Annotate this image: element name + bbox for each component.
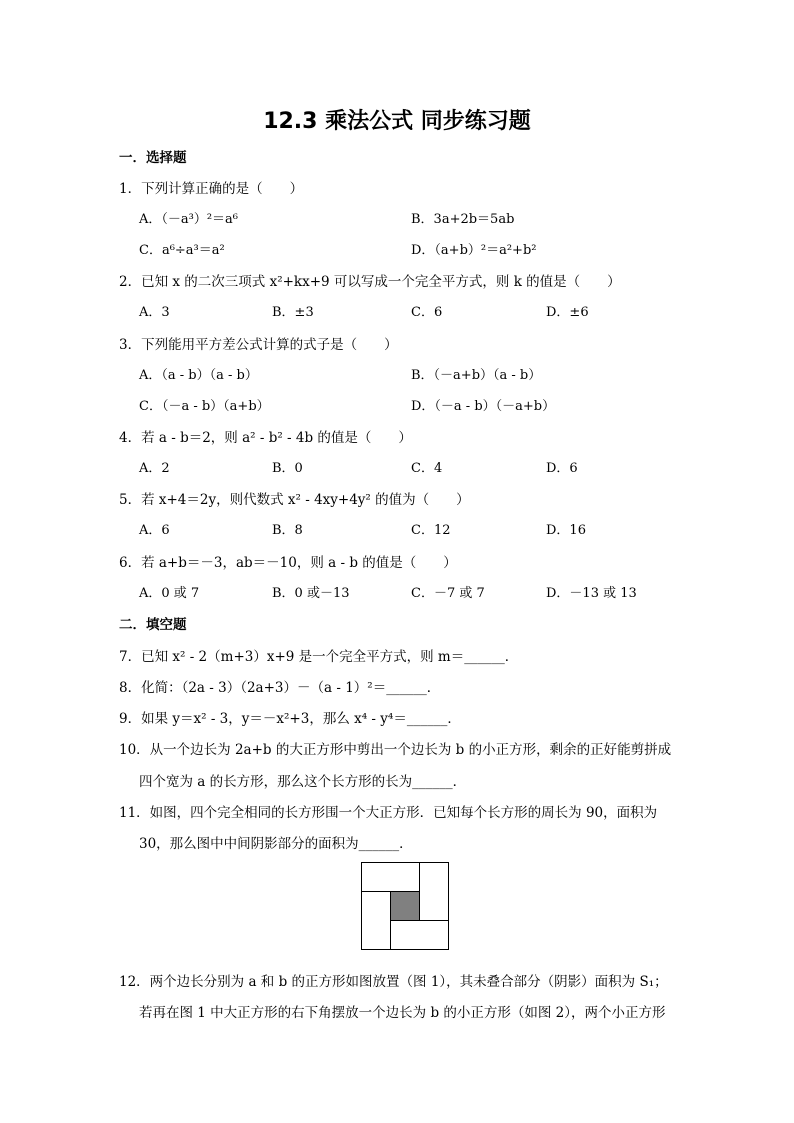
question-4-option-a: A．2	[139, 461, 170, 476]
section-fill: 二．填空题	[119, 617, 187, 633]
top-rectangle	[362, 863, 420, 892]
question-5-option-a: A．6	[139, 523, 170, 538]
question-4-option-c: C．4	[411, 461, 443, 476]
question-4-option-b: B．0	[272, 461, 303, 476]
question-2-option-a: A．3	[139, 305, 170, 320]
question-6-stem: 6．若 a+b＝－3，ab＝－10，则 a - b 的值是（ ）	[119, 555, 457, 571]
question-6-option-a: A．0 或 7	[139, 586, 200, 601]
bottom-rectangle	[391, 921, 449, 950]
question-2-option-c: C．6	[411, 305, 443, 320]
question-2-option-b: B．±3	[272, 305, 314, 320]
question-3-option-d: D．（－a - b）（－a+b）	[411, 399, 556, 414]
question-12-line-1: 12．两个边长分别为 a 和 b 的正方形如图放置（图 1），其未叠合部分（阴影）面积为 S₁；	[119, 974, 668, 990]
question-10-line-2: 四个宽为 a 的长方形，那么这个长方形的长为______．	[139, 774, 467, 790]
question-5-option-b: B．8	[272, 523, 303, 538]
question-11-line-2: 30，那么图中中间阴影部分的面积为______．	[139, 836, 413, 852]
question-9: 9．如果 y＝x² - 3，y＝－x²+3，那么 x⁴ - y⁴＝______．	[119, 711, 461, 727]
question-2-option-d: D．±6	[546, 305, 589, 320]
question-5-option-c: C．12	[411, 523, 451, 538]
question-7: 7．已知 x² - 2（m+3）x+9 是一个完全平方式，则 m＝______．	[119, 649, 519, 665]
question-6-option-c: C．－7 或 7	[411, 586, 485, 601]
question-4-stem: 4．若 a - b＝2，则 a² - b² - 4b 的值是（ ）	[119, 430, 412, 446]
question-10-line-1: 10．从一个边长为 2a+b 的大正方形中剪出一个边长为 b 的小正方形，剩余的正好能剪拼成	[119, 742, 672, 758]
question-1-option-c: C．a⁶÷a³＝a²	[139, 243, 225, 258]
four-rectangles-figure	[361, 862, 449, 950]
question-12-line-2: 若再在图 1 中大正方形的右下角摆放一个边长为 b 的小正方形（如图 2），两个小正方形	[139, 1005, 666, 1021]
question-3-option-a: A．（a - b）（a - b）	[139, 368, 258, 383]
question-3-option-c: C．（－a - b）（a+b）	[139, 399, 270, 414]
question-2-stem: 2．已知 x 的二次三项式 x²+kx+9 可以写成一个完全平方式，则 k 的值是（ ）	[119, 274, 621, 290]
question-8: 8．化简：（2a - 3）（2a+3）－（a - 1）²＝______．	[119, 680, 441, 696]
shaded-center-square	[391, 892, 420, 921]
question-5-stem: 5．若 x+4＝2y，则代数式 x² - 4xy+4y² 的值为（ ）	[119, 492, 470, 508]
right-rectangle	[420, 863, 449, 921]
question-3-stem: 3．下列能用平方差公式计算的式子是（ ）	[119, 337, 398, 353]
question-1-stem: 1．下列计算正确的是（ ）	[119, 181, 304, 197]
question-11-line-1: 11．如图，四个完全相同的长方形围一个大正方形．已知每个长方形的周长为 90，面积为	[119, 805, 658, 821]
left-rectangle	[362, 892, 391, 950]
question-4-option-d: D．6	[546, 461, 578, 476]
question-6-option-d: D．－13 或 13	[546, 586, 637, 601]
question-1-option-d: D．（a+b）²＝a²+b²	[411, 243, 537, 258]
question-3-option-b: B．（－a+b）（a - b）	[411, 368, 542, 383]
question-6-option-b: B．0 或－13	[272, 586, 350, 601]
page-title: 12.3 乘法公式 同步练习题	[263, 109, 531, 134]
question-1-option-b: B．3a+2b＝5ab	[411, 212, 515, 227]
question-5-option-d: D．16	[546, 523, 586, 538]
question-1-option-a: A．（－a³）²＝a⁶	[139, 212, 239, 227]
section-choice: 一．选择题	[119, 150, 187, 166]
